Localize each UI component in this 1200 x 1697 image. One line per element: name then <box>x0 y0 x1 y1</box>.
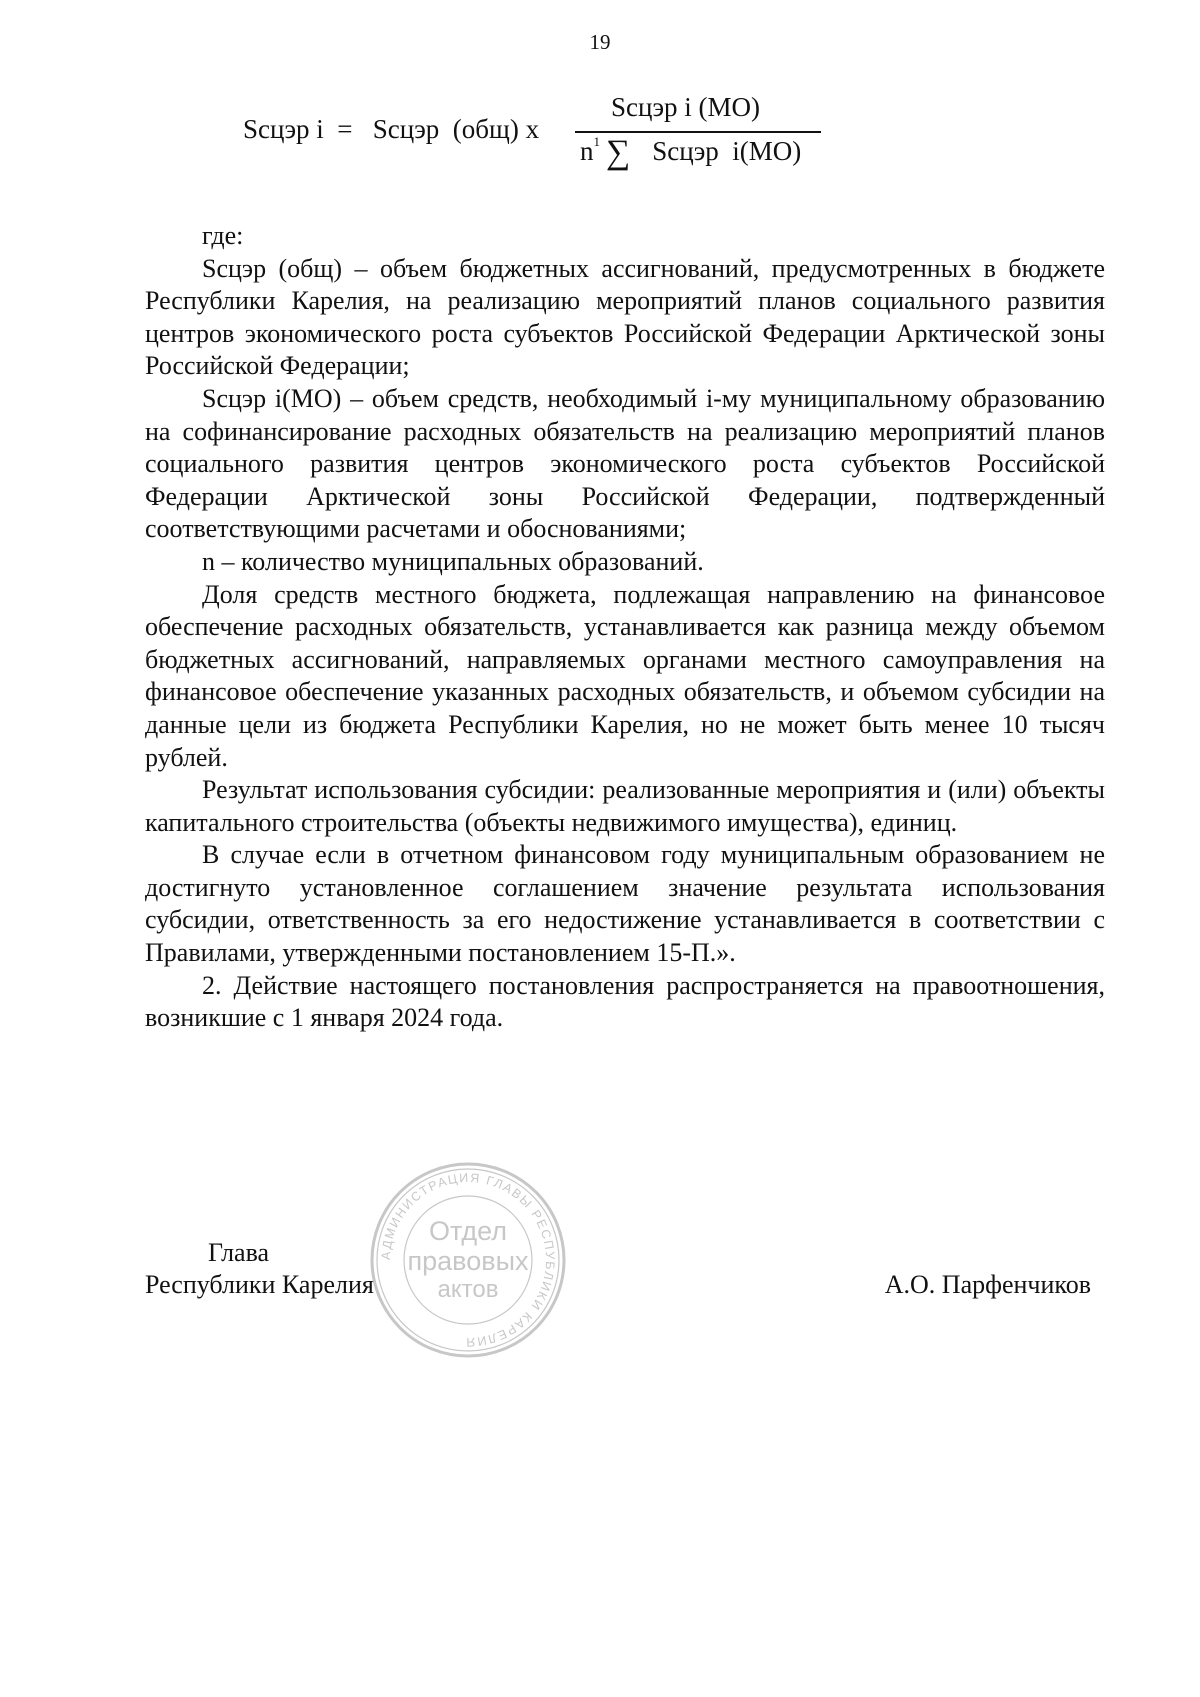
formula <box>243 92 863 172</box>
body-text <box>145 220 1105 1035</box>
stamp-center-line2: правовых <box>407 1246 529 1276</box>
signatory-title-line2: Республики Карелия <box>145 1270 374 1299</box>
signature-block <box>145 1237 1105 1301</box>
paragraph-where: где: <box>202 221 244 250</box>
official-stamp <box>368 1160 568 1360</box>
paragraph-local-share: Доля средств местного бюджета, подлежащая направлению на финансовое обеспечение расходных обязательств, устанавливается как разница между объемом бюджетных ассигнований, направляемых органами местного самоуправления на финансовое обеспечение указанных расходных обязательств, и объемом субсидии на данные цели из бюджета Республики Карелия, но не может быть менее 10 тысяч рублей. <box>145 579 1105 772</box>
stamp-center-line3: актов <box>437 1276 499 1303</box>
paragraph-def-mo: Sсцэр i(МО) – объем средств, необходимый i-му муниципальному образованию на софинансирование расходных обязательств на реализацию мероприятий планов социального развития центров экономического роста субъектов Российской Федерации Арктической зоны Российской Федерации, подтвержденный соответствующими расчетами и обоснованиями; <box>145 383 1105 544</box>
page-number: 19 <box>589 30 611 54</box>
signatory-title-line1: Глава <box>208 1238 270 1267</box>
formula-denominator <box>580 134 801 172</box>
signatory-name: А.О. Парфенчиков <box>884 1270 1091 1299</box>
stamp-ring-text: АДМИНИСТРАЦИЯ ГЛАВЫ РЕСПУБЛИКИ КАРЕЛИЯ <box>378 1170 558 1350</box>
paragraph-def-total: Sсцэр (общ) – объем бюджетных ассигнований, предусмотренных в бюджете Республики Карелия, на реализацию мероприятий планов социального развития центров экономического роста субъектов Российской Федерации Арктической зоны Российской Федерации; <box>145 253 1105 381</box>
sigma-symbol: ∑ <box>606 134 631 171</box>
denominator-n: n <box>580 136 594 166</box>
denominator-superscript: 1 <box>593 134 600 149</box>
paragraph-result: Результат использования субсидии: реализованные мероприятия и (или) объекты капитального строительства (объекты недвижимого имущества), единиц. <box>145 775 1105 837</box>
formula-lhs: Sсцэр i = Sсцэр (общ) х <box>243 114 540 144</box>
fraction-bar <box>575 131 821 133</box>
formula-numerator: Sсцэр i (МО) <box>611 92 761 122</box>
stamp-center-line1: Отдел <box>428 1216 508 1246</box>
paragraph-def-n: n – количество муниципальных образований. <box>202 546 704 576</box>
paragraph-effect: 2. Действие настоящего постановления распространяется на правоотношения, возникшие с 1 января 2024 года. <box>145 970 1105 1033</box>
denominator-term: Sсцэр i(МО) <box>652 136 802 166</box>
paragraph-failure: В случае если в отчетном финансовом году муниципальным образованием не достигнуто установленное соглашением значение результата использования субсидии, ответственность за его недостижение устанавливается в соответствии с Правилами, утвержденными постановлением 15-П.». <box>145 840 1105 968</box>
